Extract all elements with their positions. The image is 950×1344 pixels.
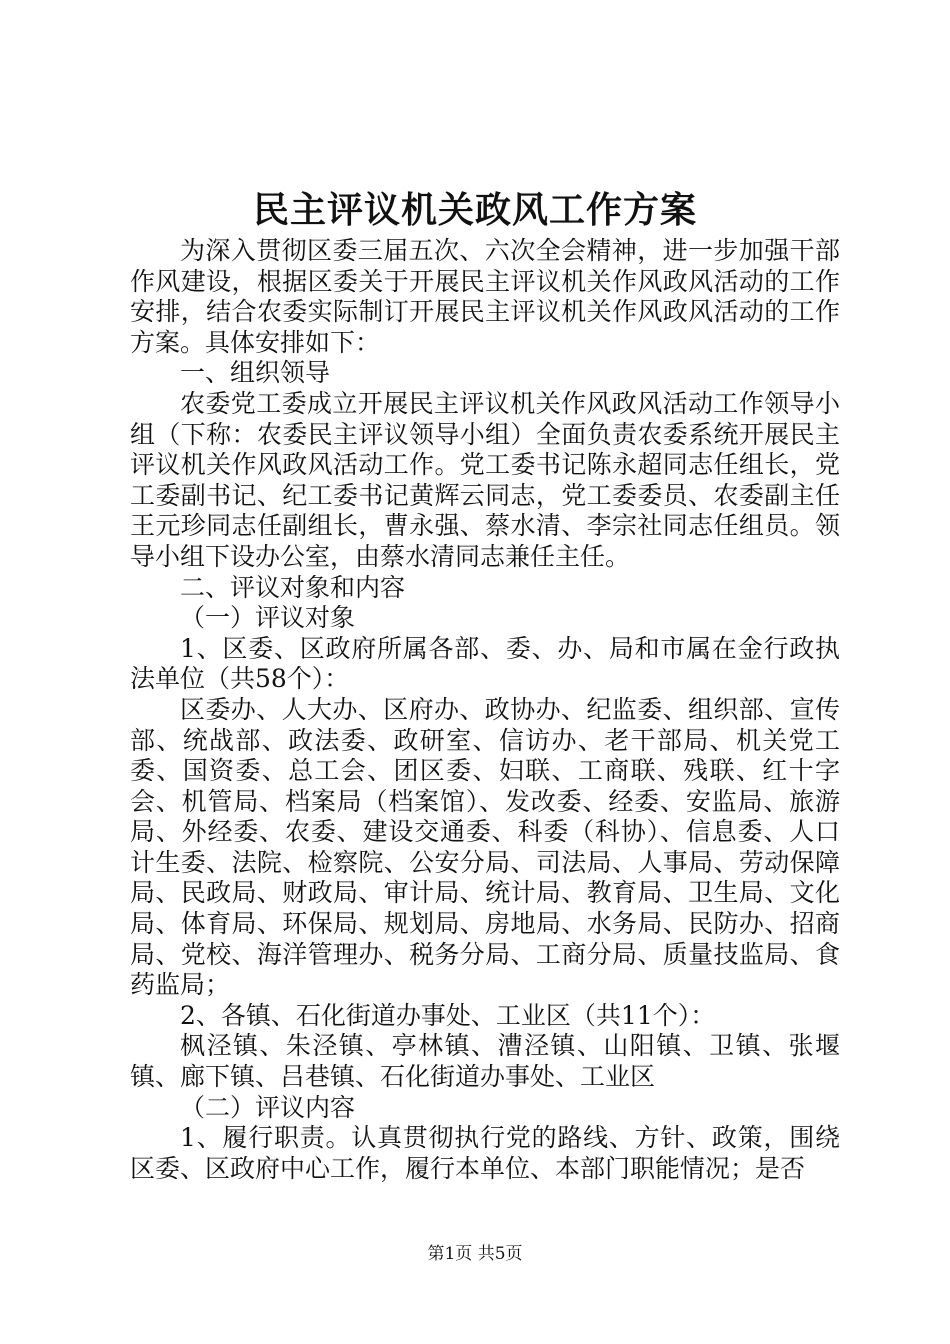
- document-title: 民主评议机关政风工作方案: [252, 189, 697, 231]
- document-body: [130, 236, 840, 1184]
- paragraph-targets-towns: 2、各镇、石化街道办事处、工业区（共11个）：: [180, 1000, 716, 1030]
- paragraph-town-list: 枫泾镇、朱泾镇、亭林镇、漕泾镇、山阳镇、卫镇、张堰镇、廊下镇、吕巷镇、石化街道办事处、工业区: [130, 1031, 840, 1092]
- subsection-heading-targets: （一）评议对象: [180, 603, 356, 633]
- paragraph-intro: 为深入贯彻区委三届五次、六次全会精神，进一步加强干部作风建设，根据区委关于开展民主评议机关作风政风活动的工作安排，结合农委实际制订开展民主评议机关作风政风活动的工作方案。具体安排如下：: [130, 236, 840, 357]
- section-heading-targets-content: 二、评议对象和内容: [180, 572, 406, 602]
- paragraph-duties: 1、履行职责。认真贯彻执行党的路线、方针、政策，围绕区委、区政府中心工作，履行本单位、本部门职能情况；是否: [130, 1123, 840, 1183]
- paragraph-targets-departments: 1、区委、区政府所属各部、委、办、局和市属在金行政执法单位（共58个）：: [130, 633, 840, 694]
- page-footer: 第1页 共5页: [427, 1244, 523, 1264]
- paragraph-organization: 农委党工委成立开展民主评议机关作风政风活动工作领导小组（下称：农委民主评议领导小组）全面负责农委系统开展民主评议机关作风政风活动工作。党工委书记陈永超同志任组长，党工委副书记、纪工委书记黄辉云同志，党工委委员、农委副主任王元珍同志任副组长，曹永强、蔡水清、李宗社同志任组员。领导小组下设办公室，由蔡水清同志兼任主任。: [130, 388, 840, 571]
- subsection-heading-content: （二）评议内容: [180, 1092, 356, 1122]
- section-heading-organization: 一、组织领导: [180, 358, 331, 388]
- paragraph-department-list: 区委办、人大办、区府办、政协办、纪监委、组织部、宣传部、统战部、政法委、政研室、信访办、老干部局、机关党工委、国资委、总工会、团区委、妇联、工商联、残联、红十字会、机管局、档案局（档案馆）、发改委、经委、安监局、旅游局、外经委、农委、建设交通委、科委（科协）、信息委、人口计生委、法院、检察院、公安分局、司法局、人事局、劳动保障局、民政局、财政局、审计局、统计局、教育局、卫生局、文化局、体育局、环保局、规划局、房地局、水务局、民防办、招商局、党校、海洋管理办、税务分局、工商分局、质量技监局、食药监局；: [130, 694, 840, 1000]
